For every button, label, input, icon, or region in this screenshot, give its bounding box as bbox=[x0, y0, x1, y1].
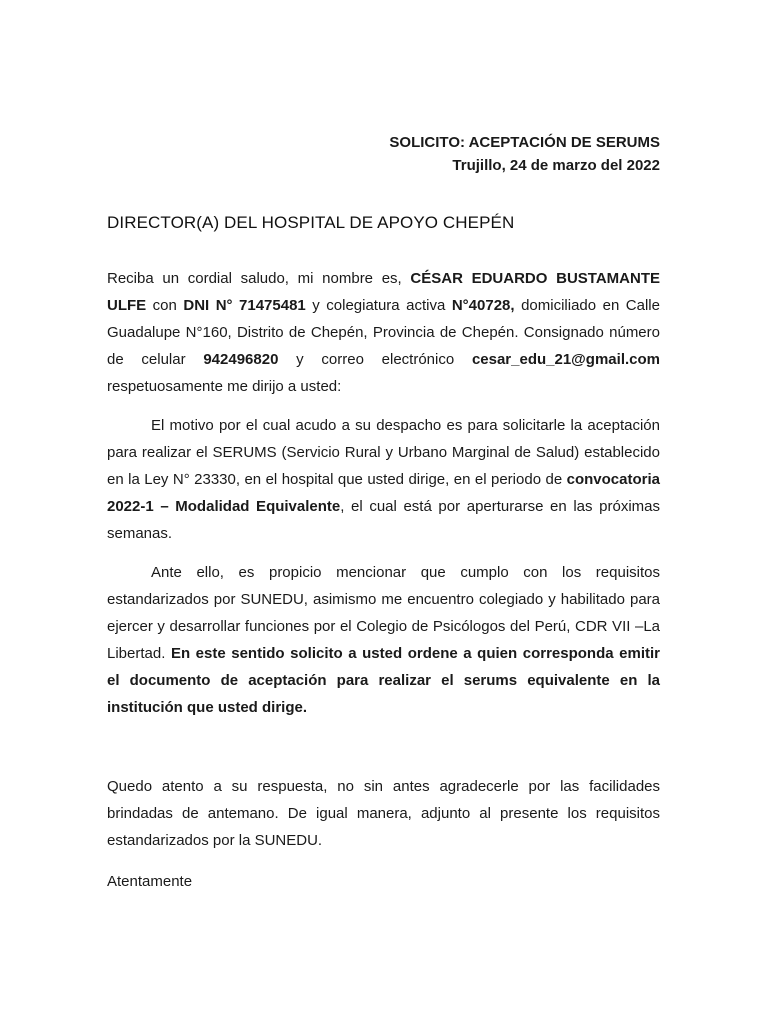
closing-text: Atentamente bbox=[107, 873, 193, 890]
addressee-heading: DIRECTOR(A) DEL HOSPITAL DE APOYO CHEPÉN bbox=[107, 213, 515, 232]
paragraph-thanks bbox=[107, 773, 660, 854]
paragraph-requirements bbox=[107, 559, 660, 721]
dni-number: DNI N° 71475481 bbox=[183, 297, 306, 314]
intro-text-6: respetuosamente me dirijo a usted: bbox=[107, 378, 342, 395]
motive-text-2: , el cual está por aperturarse en las próximas semanas. bbox=[107, 498, 660, 542]
place-date-line: Trujillo, 24 de marzo del 2022 bbox=[452, 157, 660, 174]
intro-text-1: Reciba un cordial saludo, mi nombre es, bbox=[107, 270, 411, 287]
intro-text-5: y correo electrónico bbox=[278, 351, 472, 368]
motive-text-1: El motivo por el cual acudo a su despacho es para solicitarle la aceptación para realizar el SERUMS (Servicio Rural y Urbano Marginal de Salud) establecido en la Ley N° 23330, en el hospital que usted dirige, en el periodo de bbox=[107, 417, 660, 488]
intro-text-3: y colegiatura activa bbox=[305, 297, 452, 314]
applicant-name: CÉSAR EDUARDO BUSTAMANTE ULFE bbox=[107, 270, 660, 314]
colegiatura-number: N°40728, bbox=[451, 297, 515, 314]
convocatoria-text: convocatoria 2022-1 – Modalidad Equivalente bbox=[107, 471, 660, 515]
intro-text-2: con bbox=[146, 297, 184, 314]
paragraph-introduction bbox=[107, 265, 660, 400]
email-address: cesar_edu_21@gmail.com bbox=[471, 351, 660, 368]
thanks-text: Quedo atento a su respuesta, no sin antes agradecerle por las facilidades brindadas de antemano. De igual manera, adjunto al presente los requisitos estandarizados por la SUNEDU. bbox=[107, 778, 660, 849]
subject-line: SOLICITO: ACEPTACIÓN DE SERUMS bbox=[389, 134, 660, 151]
requirements-text: Ante ello, es propicio mencionar que cumplo con los requisitos estandarizados por SUNEDU, asimismo me encuentro colegiado y habilitado para ejercer y desarrollar funciones por el Colegio de Psicólogos del Perú, CDR VII –La Libertad. bbox=[107, 564, 660, 662]
intro-text-4: domiciliado en Calle Guadalupe N°160, Distrito de Chepén, Provincia de Chepén. Consignado número de celular bbox=[107, 297, 660, 368]
header-block bbox=[389, 131, 660, 177]
paragraph-motive bbox=[107, 412, 660, 547]
phone-number: 942496820 bbox=[203, 351, 279, 368]
request-text: En este sentido solicito a usted ordene a quien corresponda emitir el documento de aceptación para realizar el serums equivalente en la institución que usted dirige. bbox=[107, 645, 660, 716]
